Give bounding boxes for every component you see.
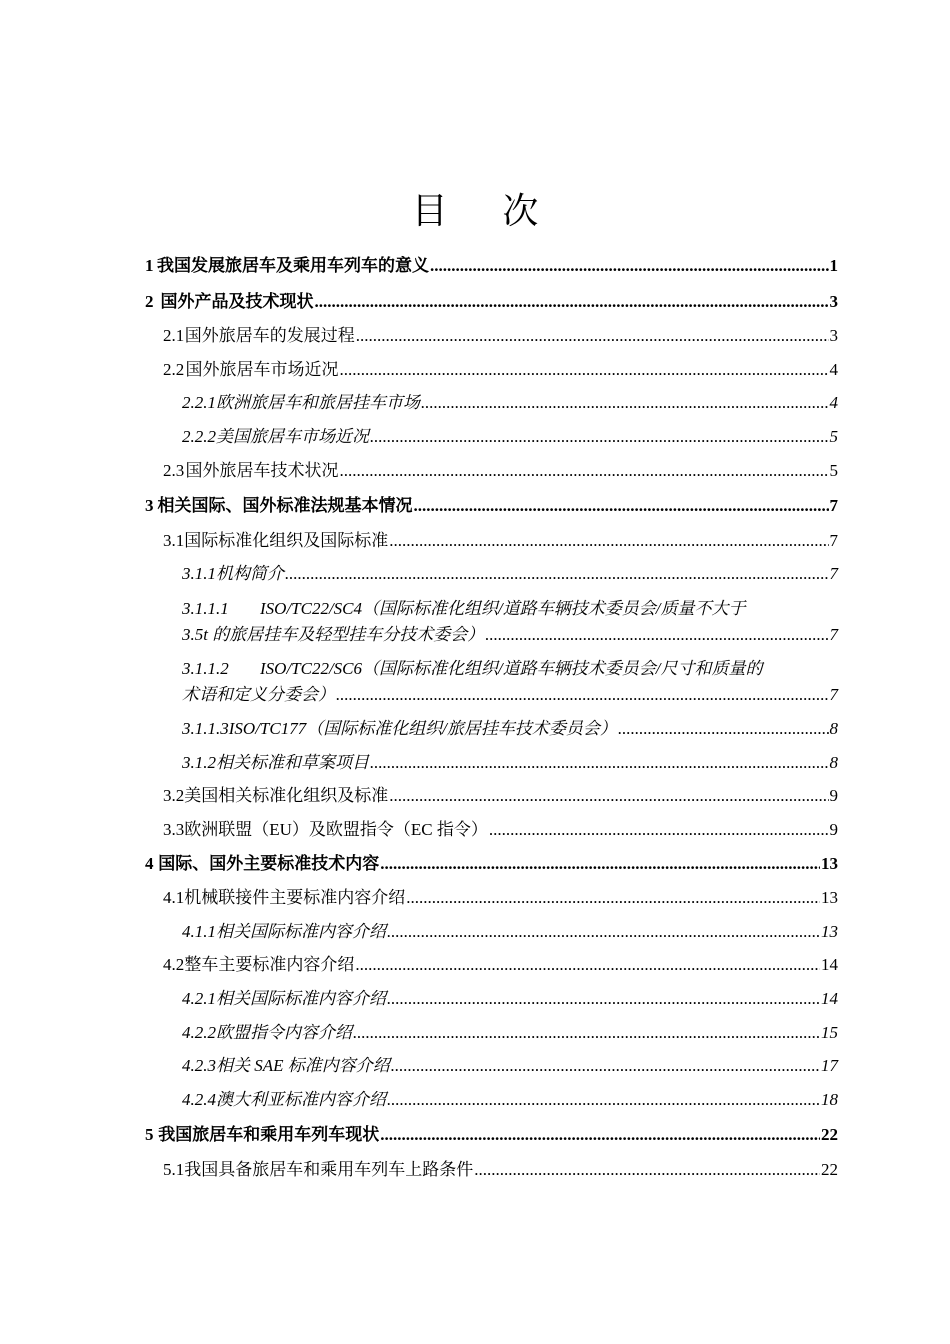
toc-entry-page: 22 [821, 1160, 838, 1179]
toc-entry-text: 机构简介 [216, 564, 284, 583]
toc-entry-second-line [182, 683, 838, 707]
dot-leader [421, 391, 829, 415]
toc-entry-page: 9 [829, 820, 838, 839]
dot-leader [380, 1123, 820, 1147]
toc-entry-page: 14 [821, 989, 838, 1008]
toc-entry-first-line [182, 657, 838, 681]
toc-entry-line [145, 852, 838, 876]
toc-entry-number: 4.2.2 [182, 1023, 216, 1042]
toc-entry-page: 4 [829, 360, 838, 379]
toc-entry-page: 7 [829, 625, 838, 644]
toc-entry-text: 国际、国外主要标准技术内容 [158, 854, 380, 873]
dot-leader [387, 920, 820, 944]
toc-entry-page: 3 [829, 292, 838, 311]
toc-entry-line [163, 324, 838, 348]
dot-leader [340, 459, 829, 483]
toc-entry-second-line [182, 623, 838, 647]
dot-leader [315, 290, 829, 314]
toc-entry-number: 3.2 [163, 786, 185, 805]
toc-entry-number: 2.2.2 [182, 427, 216, 446]
dot-leader [380, 852, 820, 876]
toc-entry-line [163, 1158, 838, 1182]
toc-entry-line [145, 1123, 838, 1147]
toc-entry-line [145, 254, 838, 278]
dot-leader [414, 494, 829, 518]
toc-entry-text: 相关国际、国外标准法规基本情况 [157, 496, 413, 515]
dot-leader [430, 254, 828, 278]
toc-entry-text: 国外产品及技术现状 [160, 292, 314, 311]
toc-entry-text: 我国发展旅居车及乘用车列车的意义 [157, 256, 430, 275]
toc-entry-number: 3.1.1 [182, 564, 216, 583]
toc-entry-line [163, 953, 838, 977]
toc-entry-line [182, 751, 838, 775]
toc-entry-text: ISO/TC177（国际标准化组织/旅居挂车技术委员会） [228, 719, 617, 738]
toc-entry-text: 欧洲联盟（EU）及欧盟指令（EC 指令） [184, 820, 488, 839]
toc-entry-line [182, 562, 838, 586]
toc-entry-page: 5 [829, 427, 838, 446]
toc-entry-page: 18 [821, 1090, 838, 1109]
toc-entry-page: 7 [829, 564, 838, 583]
toc-entry-line [182, 425, 838, 449]
dot-leader [355, 953, 820, 977]
toc-entry-line [182, 717, 838, 741]
toc-entry-number: 3.1 [163, 531, 185, 550]
toc-entry-text: 相关标准和草案项目 [216, 753, 369, 772]
toc-entry-text-continued: 术语和定义分委会） [182, 685, 335, 704]
toc-entry-page: 17 [821, 1056, 838, 1075]
toc-entry-text: 相关国际标准内容介绍 [216, 922, 386, 941]
toc-entry-text: 我国具备旅居车和乘用车列车上路条件 [184, 1160, 474, 1179]
toc-entry-number: 3.1.1.1 [182, 599, 229, 618]
toc-entry-page: 13 [821, 854, 838, 873]
toc-entry-line [182, 1054, 838, 1078]
dot-leader [389, 529, 828, 553]
dot-leader [474, 1158, 820, 1182]
toc-entry-number: 4.2.1 [182, 989, 216, 1008]
toc-entry-page: 13 [821, 922, 838, 941]
toc-title: 目 次 [411, 191, 560, 232]
toc-entry-first-line [182, 597, 838, 621]
toc-entry-page: 4 [829, 393, 838, 412]
dot-leader [618, 717, 829, 741]
toc-entry-page: 1 [829, 256, 838, 275]
dot-leader [353, 1021, 820, 1045]
toc-entry-page: 13 [821, 888, 838, 907]
toc-entry-page: 14 [821, 955, 838, 974]
toc-entry-number: 1 [145, 256, 154, 275]
toc-entry-number: 3.1.1.2 [182, 659, 229, 678]
toc-entry-text: ISO/TC22/SC6（国际标准化组织/道路车辆技术委员会/尺寸和质量的 [260, 659, 763, 678]
toc-entry-number: 2.1 [163, 326, 185, 345]
toc-entry-line [163, 818, 838, 842]
toc-entry-line [163, 529, 838, 553]
toc-entry-text: 机械联接件主要标准内容介绍 [184, 888, 406, 907]
toc-entry-page: 7 [829, 531, 838, 550]
dot-leader [387, 987, 820, 1011]
toc-entry-page: 9 [829, 786, 838, 805]
toc-entry-text: ISO/TC22/SC4（国际标准化组织/道路车辆技术委员会/质量不大于 [260, 599, 746, 618]
toc-entry-page: 5 [829, 461, 838, 480]
toc-entry-page: 8 [829, 753, 838, 772]
toc-entry-line [182, 987, 838, 1011]
toc-entry-line [163, 784, 838, 808]
toc-entry-text: 我国旅居车和乘用车列车现状 [158, 1125, 380, 1144]
toc-entry-line [145, 494, 838, 518]
toc-entry-number: 5.1 [163, 1160, 185, 1179]
toc-entry-number: 4.1.1 [182, 922, 216, 941]
toc-entry-number: 2.2 [163, 360, 185, 379]
toc-entry-line [145, 290, 838, 314]
toc-entry-text: 国外旅居车的发展过程 [184, 326, 355, 345]
toc-entry-number: 4.2.3 [182, 1056, 216, 1075]
toc-entry-number: 4.2.4 [182, 1090, 216, 1109]
toc-entry-line [182, 1088, 838, 1112]
toc-entry-text: 欧盟指令内容介绍 [216, 1023, 352, 1042]
toc-entry-text: 相关 SAE 标准内容介绍 [216, 1056, 390, 1075]
dot-leader [370, 751, 829, 775]
toc-entry-line [182, 1021, 838, 1045]
toc-entry-number: 3 [145, 496, 154, 515]
toc-entry-line [163, 459, 838, 483]
dot-leader [406, 886, 820, 910]
toc-entry-number: 2.3 [163, 461, 185, 480]
toc-entry-page: 7 [829, 496, 838, 515]
dot-leader [336, 683, 829, 707]
toc-entry-number: 3.3 [163, 820, 185, 839]
dot-leader [389, 784, 828, 808]
toc-entry-text: 国际标准化组织及国际标准 [184, 531, 389, 550]
dot-leader [489, 818, 829, 842]
dot-leader [387, 1088, 820, 1112]
toc-entry-number: 5 [145, 1125, 154, 1144]
toc-entry-text: 国外旅居车技术状况 [185, 461, 339, 480]
toc-entry-text: 整车主要标准内容介绍 [184, 955, 355, 974]
toc-entry-page: 22 [821, 1125, 838, 1144]
dot-leader [356, 324, 829, 348]
toc-entry-number: 3.1.2 [182, 753, 216, 772]
dot-leader [485, 623, 828, 647]
toc-entry-text: 美国相关标准化组织及标准 [184, 786, 389, 805]
toc-entry-number: 3.1.1.3 [182, 719, 229, 738]
toc-entry-line [163, 886, 838, 910]
toc-entry-text-continued: 3.5t 的旅居挂车及轻型挂车分技术委会） [182, 625, 485, 644]
toc-entry-text: 国外旅居车市场近况 [185, 360, 339, 379]
dot-leader [370, 425, 829, 449]
toc-entry-number: 4 [145, 854, 154, 873]
toc-entry-line [182, 391, 838, 415]
toc-entry-number: 2 [145, 292, 154, 311]
toc-entry-number: 4.2 [163, 955, 185, 974]
toc-entry-text: 欧洲旅居车和旅居挂车市场 [216, 393, 420, 412]
dot-leader [285, 562, 829, 586]
dot-leader [391, 1054, 820, 1078]
toc-entry-line [182, 920, 838, 944]
toc-entry-number: 2.2.1 [182, 393, 216, 412]
toc-entry-number: 4.1 [163, 888, 185, 907]
toc-entry-text: 相关国际标准内容介绍 [216, 989, 386, 1008]
toc-entry-text: 澳大利亚标准内容介绍 [216, 1090, 386, 1109]
toc-entry-page: 3 [829, 326, 838, 345]
toc-entry-page: 15 [821, 1023, 838, 1042]
toc-entry-line [163, 358, 838, 382]
toc-entry-page: 8 [829, 719, 838, 738]
dot-leader [340, 358, 829, 382]
toc-entry-page: 7 [829, 685, 838, 704]
toc-entry-text: 美国旅居车市场近况 [216, 427, 369, 446]
